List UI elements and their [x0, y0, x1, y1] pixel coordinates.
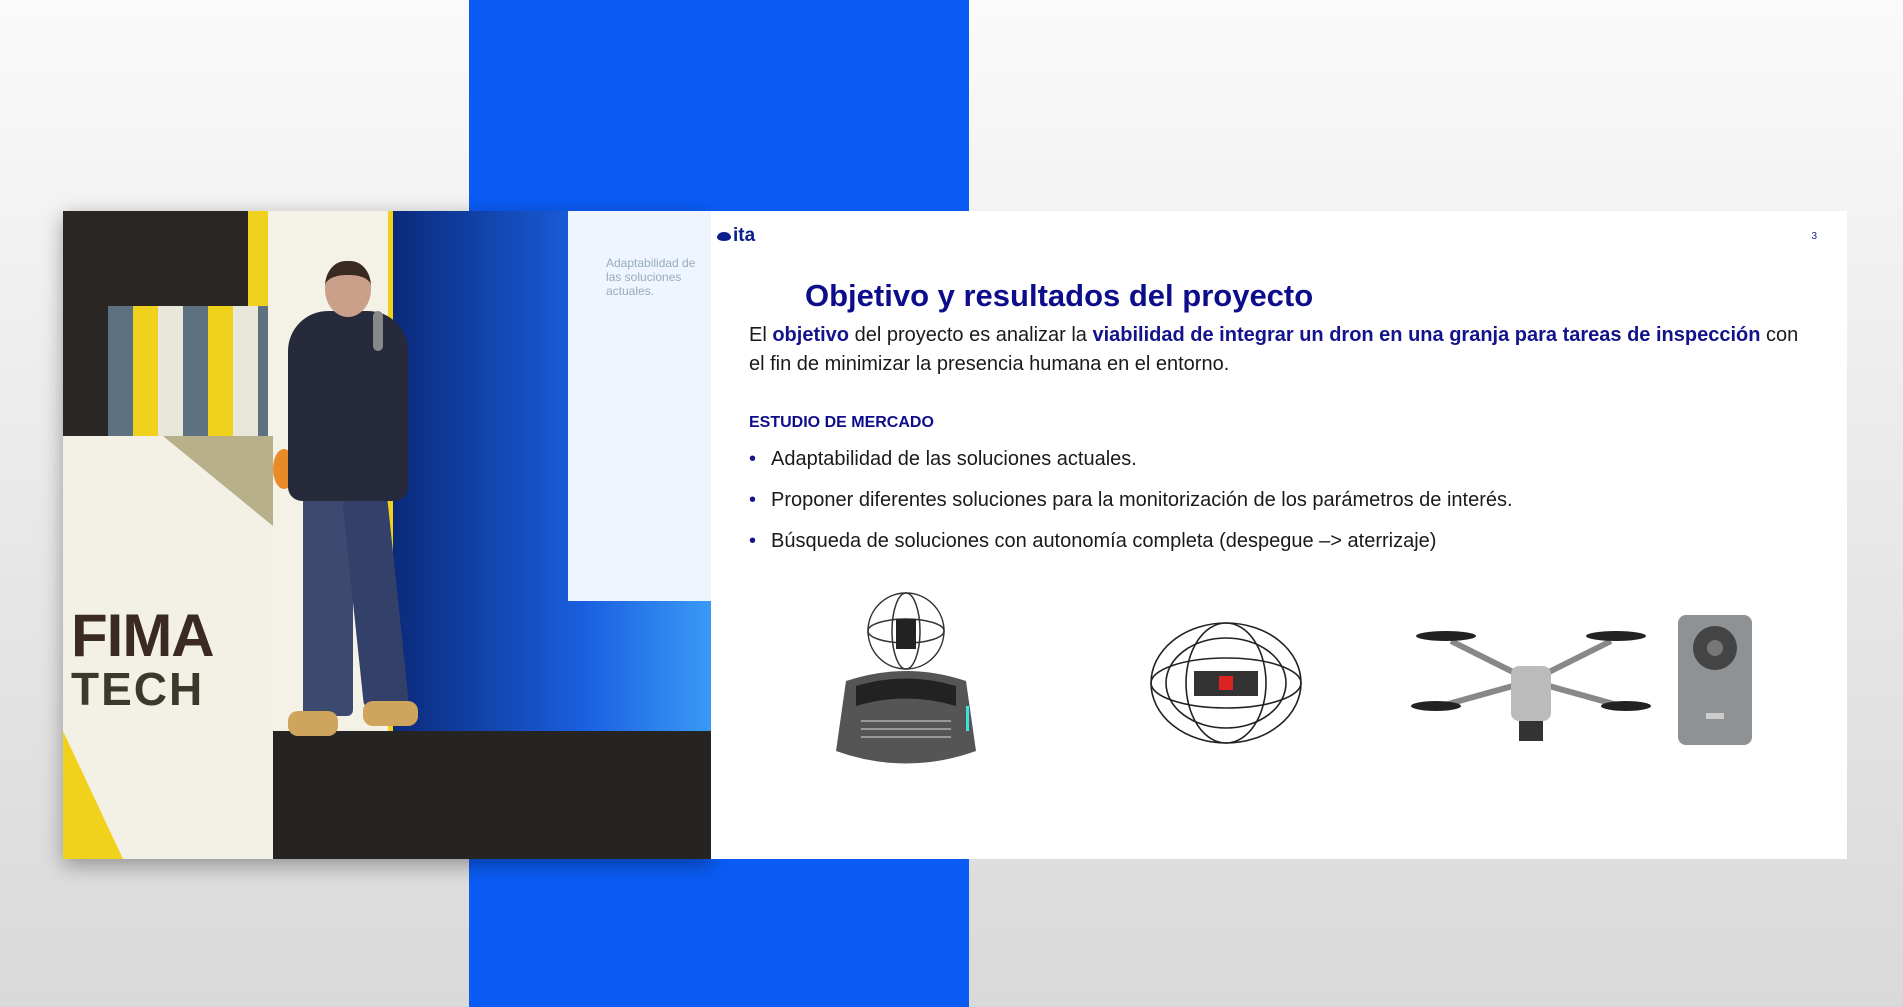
drone-dock-station-image: [1676, 613, 1754, 748]
bullet-icon: •: [749, 448, 757, 470]
bullet-text: Búsqueda de soluciones con autonomía completa (despegue –> aterrizaje): [771, 530, 1437, 552]
intro-paragraph: [749, 321, 1799, 379]
bullet-text: Proponer diferentes soluciones para la monitorización de los parámetros de interés.: [771, 489, 1513, 511]
podium-brand: FIMA: [71, 602, 214, 669]
logo-icon: [717, 232, 731, 241]
list-item: [749, 448, 1513, 489]
caged-drone-dock-image: [816, 591, 996, 786]
section-heading: ESTUDIO DE MERCADO: [749, 414, 934, 431]
speaker-video: [63, 211, 711, 859]
list-item: [749, 489, 1513, 530]
speaker-head: [325, 261, 371, 317]
slide-title: Objetivo y resultados del proyecto: [805, 278, 1314, 313]
text: El: [749, 324, 773, 346]
podium-decoration: [163, 436, 273, 526]
quadcopter-drone-image: [1411, 611, 1651, 771]
microphone-icon: [373, 311, 383, 351]
text: con el fin de minimizar la presencia humana en el entorno.: [749, 324, 1799, 375]
projected-text: Adaptabilidad de las soluciones actuales.: [606, 256, 696, 298]
podium-brand-sub: TECH: [71, 663, 205, 715]
ita-logo: [717, 225, 755, 247]
podium-decoration: [63, 731, 123, 859]
bullet-icon: •: [749, 530, 757, 552]
bullet-text: Adaptabilidad de las soluciones actuales.: [771, 448, 1137, 470]
list-item: [749, 530, 1513, 571]
bullet-list: [749, 448, 1513, 571]
text: del proyecto es analizar la: [849, 324, 1093, 346]
banner-pattern: [108, 306, 268, 436]
bullet-icon: •: [749, 489, 757, 511]
speaker-body: [288, 311, 408, 501]
logo-text: ita: [733, 225, 756, 246]
projected-slide: [568, 211, 711, 601]
speaker-shoe: [288, 711, 338, 736]
page-number: 3: [1811, 231, 1817, 242]
spherical-drone-image: [1149, 621, 1304, 746]
speaker-shoe: [363, 701, 418, 726]
emphasis: objetivo: [772, 324, 850, 346]
presentation-slide: [711, 211, 1847, 859]
emphasis: viabilidad de integrar un dron en una granja para tareas de inspección: [1092, 324, 1761, 346]
